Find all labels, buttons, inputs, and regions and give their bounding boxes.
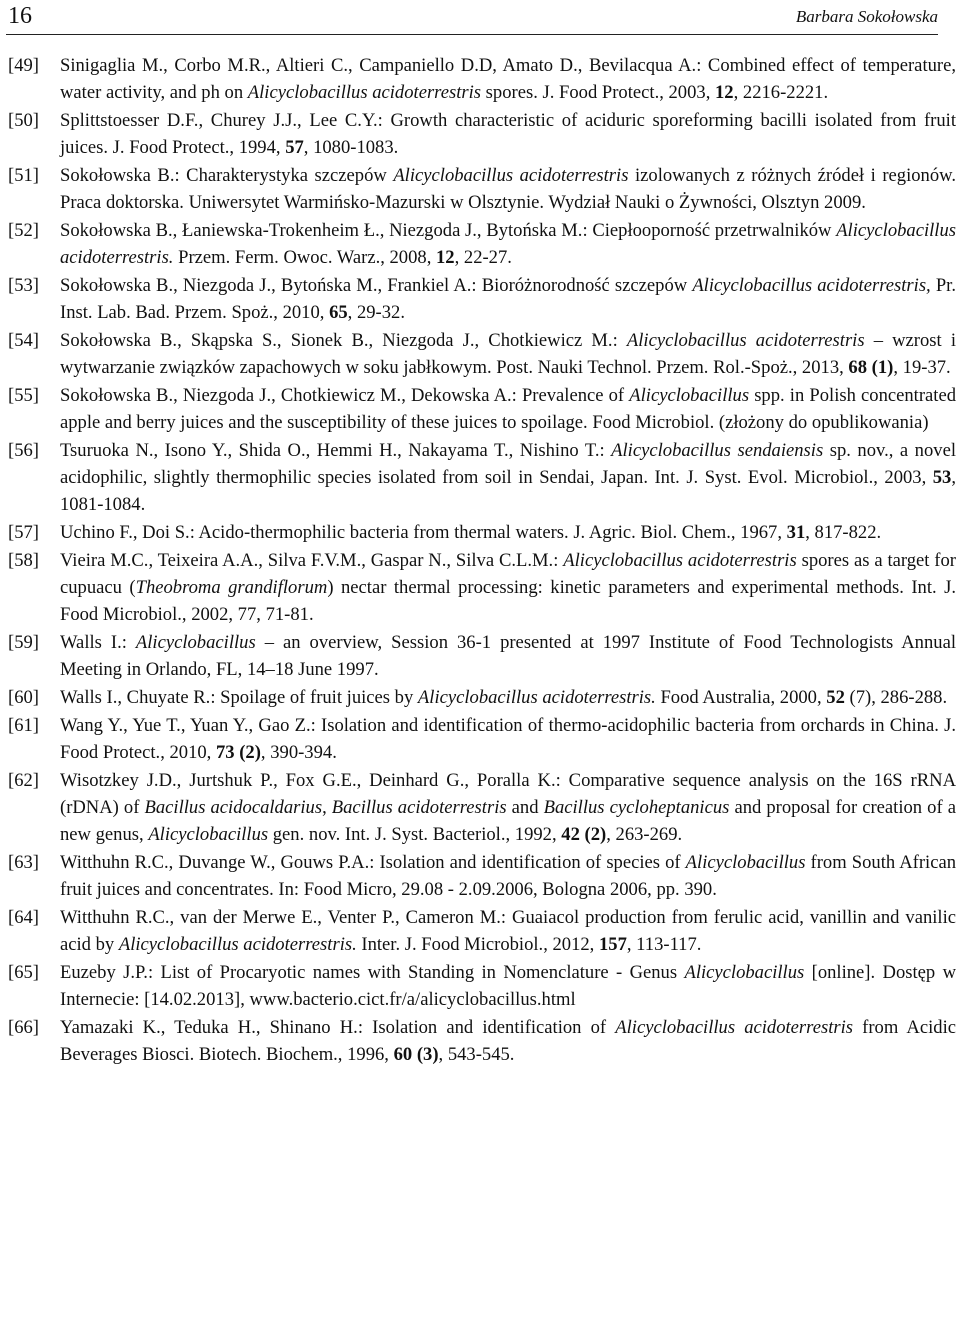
reference-text-segment: spp. in Polish concentrated apple and berry juices and the susceptibility of these juices to spoilage. Food Microbiol. (złożony do opublikowania): [60, 384, 957, 434]
reference-text-segment: , 113-117.: [626, 934, 702, 956]
reference-italic-text: Alicyclobacillus acidoterrestris: [393, 164, 629, 186]
reference-text: [60, 684, 956, 711]
reference-text-segment: Sinigaglia M., Corbo M.R., Altieri C., Campaniello D.D, Amato D., Bevilacqua A.: Combined effect of temperature, water activity, and ph on: [60, 55, 956, 104]
reference-text: [60, 382, 956, 437]
reference-italic-text: Alicyclobacillus acidoterrestris.: [118, 934, 357, 956]
reference-text: [60, 849, 956, 904]
reference-volume: 52: [826, 687, 845, 709]
reference-text-segment: ,: [322, 797, 332, 819]
reference-volume: 60: [393, 1044, 413, 1066]
reference-italic-text: Alicyclobacillus: [629, 384, 750, 406]
reference-item: [8, 327, 956, 382]
reference-volume: 31: [786, 522, 806, 544]
reference-number: [54]: [8, 329, 39, 351]
reference-text: [60, 767, 956, 849]
reference-volume: 68: [848, 357, 868, 379]
reference-item: [8, 107, 956, 162]
reference-text: [60, 272, 956, 327]
reference-item: [8, 382, 956, 437]
reference-item: [8, 272, 956, 327]
reference-volume: 65: [329, 302, 348, 324]
reference-text-segment: spores. J. Food Protect., 2003,: [481, 82, 715, 104]
reference-item: [8, 52, 956, 107]
reference-text-segment: Pr. Inst. Lab. Bad. Przem. Spoż., 2010,: [60, 274, 956, 324]
reference-item: [8, 1014, 956, 1069]
reference-item: [8, 629, 956, 684]
reference-text: [60, 712, 956, 767]
reference-text-segment: , 817-822.: [805, 522, 882, 544]
reference-volume: (1): [871, 357, 894, 379]
reference-italic-text: Bacillus acidoterrestris: [331, 797, 507, 819]
reference-italic-text: Alicyclobacillus acidoterrestris: [615, 1017, 854, 1039]
reference-text-segment: and: [506, 797, 544, 819]
reference-text: [60, 519, 956, 546]
reference-volume: 12: [715, 82, 734, 104]
reference-italic-text: Alicyclobacillus: [685, 852, 806, 874]
reference-number: [49]: [8, 55, 39, 76]
reference-volume: 157: [598, 934, 627, 956]
reference-italic-text: Alicyclobacillus: [148, 824, 269, 846]
reference-text-segment: , 22-27.: [454, 247, 512, 269]
reference-text-segment: Witthuhn R.C., van der Merwe E., Venter P., Cameron M.: Guaiacol production from ferulic acid, vanillin and vanilic acid by: [60, 907, 956, 956]
reference-text: [60, 1014, 956, 1069]
reference-italic-text: Alicyclobacillus acidoterrestris,: [692, 274, 931, 296]
reference-text: [60, 904, 956, 959]
reference-item: [8, 547, 956, 629]
reference-text: [60, 107, 956, 162]
reference-text-segment: Sokołowska B.: Charakterystyka szczepów: [60, 164, 394, 186]
reference-text-segment: Sokołowska B., Niezgoda J., Bytońska M., Frankiel A.: Bioróżnorodność szczepów: [60, 274, 693, 296]
reference-text: [60, 437, 956, 519]
reference-number: [57]: [8, 522, 39, 544]
reference-number: [55]: [8, 384, 39, 406]
reference-text-segment: , 2216-2221.: [733, 82, 829, 104]
reference-item: [8, 519, 956, 546]
reference-text-segment: Sokołowska B., Niezgoda J., Chotkiewicz M., Dekowska A.: Prevalence of: [60, 384, 630, 406]
header-divider: [6, 34, 938, 35]
reference-number: [52]: [8, 219, 39, 241]
reference-text-segment: from Acidic Beverages Biosci. Biotech. Biochem., 1996,: [60, 1017, 956, 1066]
reference-item: [8, 217, 956, 272]
reference-item: [8, 437, 956, 519]
reference-text-segment: , 29-32.: [347, 302, 405, 324]
reference-number: [56]: [8, 439, 39, 461]
reference-item: [8, 162, 956, 217]
reference-italic-text: Alicyclobacillus acidoterrestris.: [417, 687, 656, 709]
reference-number: [60]: [8, 687, 39, 709]
reference-number: [65]: [8, 962, 39, 984]
reference-italic-text: Theobroma grandiflorum: [135, 577, 328, 599]
reference-text-segment: Splittstoesser D.F., Churey J.J., Lee C.Y.: Growth characteristic of aciduric sporeforming bacilli isolated from fruit juices. J. Food Protect., 1994,: [60, 109, 956, 159]
page-header: [8, 2, 938, 32]
reference-volume: (2): [239, 742, 261, 764]
page-number: 16: [8, 3, 32, 29]
reference-italic-text: Alicyclobacillus acidoterrestris: [563, 549, 797, 571]
reference-italic-text: Alicyclobacillus acidoterrestris.: [60, 219, 956, 269]
reference-number: [58]: [8, 549, 39, 571]
reference-item: [8, 959, 956, 1014]
reference-text-segment: from South African fruit juices and concentrates. In: Food Micro, 29.08 - 2.09.2006, Bologna 2006, pp. 390.: [60, 852, 956, 901]
reference-item: [8, 849, 956, 904]
reference-text-segment: [online]. Dostęp w Internecie: [14.02.2013], www.bacterio.cict.fr/a/alicyclobacillus.html: [60, 962, 956, 1011]
reference-text-segment: Vieira M.C., Teixeira A.A., Silva F.V.M., Gaspar N., Silva C.L.M.:: [60, 549, 564, 571]
reference-number: [53]: [8, 274, 39, 296]
reference-text-segment: Wang Y., Yue T., Yuan Y., Gao Z.: Isolation and identification of thermo-acidophilic bacteria from orchards in China. J. Food Protect., 2010,: [60, 714, 956, 764]
reference-number: [50]: [8, 109, 39, 131]
reference-text-segment: Sokołowska B., Łaniewska-Trokenheim Ł., Niezgoda J., Bytońska M.: Ciepłooporność przetrwalników: [60, 219, 837, 241]
reference-text-segment: Witthuhn R.C., Duvange W., Gouws P.A.: Isolation and identification of species of: [60, 852, 686, 874]
reference-text: [60, 327, 956, 382]
reference-text-segment: ) nectar thermal processing: kinetic parameters and experimental methods. Int. J. Food Microbiol., 2002, 77, 71-81.: [60, 577, 956, 626]
reference-item: [8, 684, 956, 711]
reference-text-segment: Sokołowska B., Skąpska S., Sionek B., Niezgoda J., Chotkiewicz M.:: [60, 329, 627, 351]
reference-volume: 73: [215, 742, 235, 764]
reference-text-segment: izolowanych z różnych źródeł i regionów. Praca doktorska. Uniwersytet Warmińsko-Mazurski w Olsztynie. Wydział Nauki o Żywności, Olsztyn 2009.: [60, 164, 956, 214]
reference-text-segment: , 263-269.: [606, 824, 683, 846]
reference-text-segment: gen. nov. Int. J. Syst. Bacteriol., 1992,: [268, 824, 562, 846]
reference-text-segment: Walls I.:: [60, 632, 136, 654]
reference-text-segment: Inter. J. Food Microbiol., 2012,: [356, 934, 599, 956]
reference-number: [63]: [8, 852, 39, 874]
reference-text-segment: Uchino F., Doi S.: Acido-thermophilic bacteria from thermal waters. J. Agric. Biol. Chem., 1967,: [60, 522, 787, 544]
reference-volume: 53: [932, 467, 952, 489]
reference-text-segment: Walls I., Chuyate R.: Spoilage of fruit juices by: [60, 687, 418, 709]
reference-text: [60, 52, 956, 107]
reference-text-segment: Wisotzkey J.D., Jurtshuk P., Fox G.E., Deinhard G., Poralla K.: Comparative sequence analysis on the 16S rRNA (rDNA) of: [60, 769, 956, 819]
reference-volume: 57: [285, 137, 304, 159]
reference-number: [51]: [8, 164, 39, 186]
reference-text-segment: (7), 286-288.: [844, 687, 948, 709]
reference-text-segment: Euzeby J.P.: List of Procaryotic names with Standing in Nomenclature - Genus: [60, 962, 685, 984]
reference-text-segment: , 1081-1084.: [60, 467, 956, 516]
reference-number: [64]: [8, 907, 39, 929]
reference-text-segment: – an overview, Session 36-1 presented at 1997 Institute of Food Technologists Annual Meeting in Orlando, FL, 14–18 June 1997.: [60, 632, 956, 681]
reference-number: [61]: [8, 714, 39, 736]
reference-number: [62]: [8, 769, 39, 791]
reference-italic-text: Alicyclobacillus: [135, 632, 256, 654]
reference-text-segment: spores as a target for cupuacu (: [60, 549, 956, 599]
reference-number: [59]: [8, 632, 39, 654]
reference-text-segment: Przem. Ferm. Owoc. Warz., 2008,: [173, 247, 436, 269]
reference-text-segment: and proposal for creation of a new genus,: [60, 797, 956, 846]
reference-volume: 42: [561, 824, 580, 846]
reference-item: [8, 904, 956, 959]
reference-italic-text: Bacillus cycloheptanicus: [543, 797, 730, 819]
reference-text-segment: Food Australia, 2000,: [655, 687, 827, 709]
reference-text: [60, 162, 956, 217]
reference-italic-text: Alicyclobacillus acidoterrestris: [626, 329, 865, 351]
reference-text: [60, 547, 956, 629]
reference-text-segment: , 1080-1083.: [303, 137, 399, 159]
reference-text-segment: – wzrost i wytwarzanie związków zapachowych w soku jabłkowym. Post. Nauki Technol. Przem. Rol.-Spoż., 2013,: [60, 329, 956, 379]
reference-text: [60, 629, 956, 684]
running-header-author: Barbara Sokołowska: [795, 7, 938, 26]
reference-number: [66]: [8, 1017, 39, 1039]
reference-text-segment: , 19-37.: [893, 357, 951, 379]
reference-text-segment: Yamazaki K., Teduka H., Shinano H.: Isolation and identification of: [60, 1017, 616, 1039]
reference-volume: 12: [436, 247, 455, 269]
reference-text: [60, 959, 956, 1014]
reference-italic-text: Alicyclobacillus acidoterrestris: [247, 82, 482, 104]
reference-list: [8, 52, 956, 1069]
reference-italic-text: Bacillus acidocaldarius: [144, 797, 323, 819]
reference-italic-text: Alicyclobacillus: [684, 962, 805, 984]
reference-text-segment: , 390-394.: [260, 742, 337, 764]
reference-text-segment: Tsuruoka N., Isono Y., Shida O., Hemmi H., Nakayama T., Nishino T.:: [60, 439, 612, 461]
reference-text: [60, 217, 956, 272]
reference-item: [8, 767, 956, 849]
reference-volume: (3): [416, 1044, 439, 1066]
reference-item: [8, 712, 956, 767]
reference-volume: (2): [584, 824, 607, 846]
reference-text-segment: sp. nov., a novel acidophilic, slightly thermophilic species isolated from soil in Sendai, Japan. Int. J. Syst. Evol. Microbiol., 2003,: [60, 439, 956, 489]
reference-italic-text: Alicyclobacillus sendaiensis: [611, 439, 824, 461]
reference-text-segment: , 543-545.: [438, 1044, 515, 1066]
